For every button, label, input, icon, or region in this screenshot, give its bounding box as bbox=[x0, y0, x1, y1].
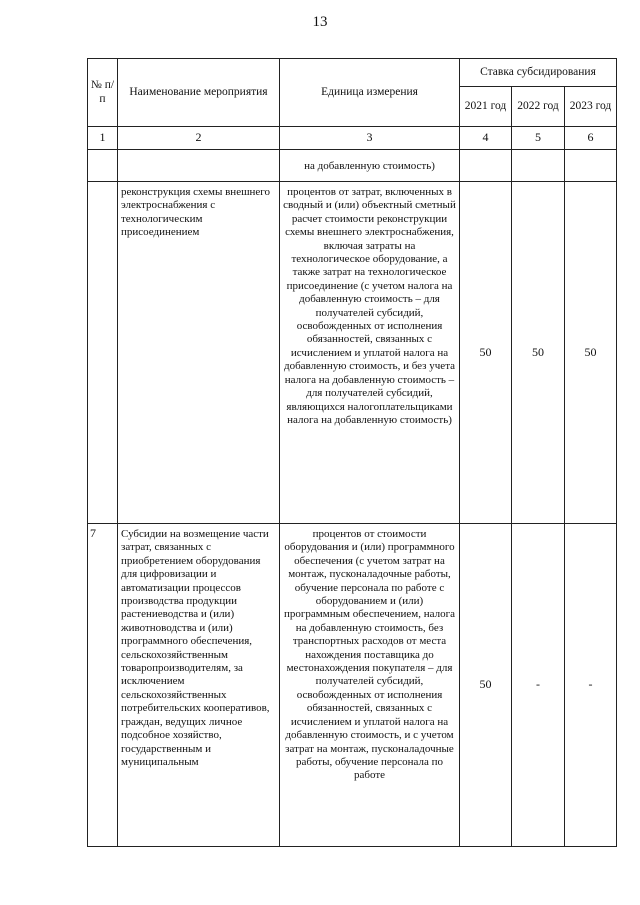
row-name: реконструкция схемы внешнего электроснабжения с технологическим присоединением bbox=[118, 182, 280, 524]
column-index: 2 bbox=[118, 127, 280, 150]
row-name: Субсидии на возмещение части затрат, связанных с приобретением оборудования для цифровизации и автоматизации процессов производства продукции растениеводства и (или) животноводства и (или) программного обеспечения, сельскохозяйственным товаропроизводителям, за исключением сельскохозяйственных потребительских кооперативов, граждан, ведущих личное подсобное хозяйство, государственным и муниципальным bbox=[118, 524, 280, 847]
column-index: 1 bbox=[88, 127, 118, 150]
table-header-row bbox=[88, 59, 617, 87]
row-value-2021: 50 bbox=[460, 524, 512, 847]
header-col-number: № п/п bbox=[88, 59, 118, 127]
header-col-unit: Единица измерения bbox=[280, 59, 460, 127]
row-unit: на добавленную стоимость) bbox=[280, 150, 460, 182]
table-row bbox=[88, 182, 617, 524]
subsidy-rates-table bbox=[87, 58, 617, 847]
column-index: 5 bbox=[512, 127, 565, 150]
row-value-2022 bbox=[512, 150, 565, 182]
row-value-2022: - bbox=[512, 524, 565, 847]
row-unit: процентов от затрат, включенных в сводный и (или) объектный сметный расчет стоимости реконструкции схемы внешнего электроснабжения, включая затраты на технологическое оборудование, а также затрат на технологическое присоединение (с учетом налога на добавленную стоимость – для получателей субсидий, освобожденных от исполнения обязанностей, связанных с исчислением и уплатой налога на добавленную стоимость, и без учета налога на добавленную стоимость – для получателей субсидий, являющихся налогоплательщиками налога на добавленную стоимость) bbox=[280, 182, 460, 524]
header-year-2022: 2022 год bbox=[512, 87, 565, 127]
column-index-row bbox=[88, 127, 617, 150]
header-col-rate: Ставка субсидирования bbox=[460, 59, 617, 87]
row-value-2023 bbox=[565, 150, 617, 182]
header-year-2021: 2021 год bbox=[460, 87, 512, 127]
row-value-2021: 50 bbox=[460, 182, 512, 524]
row-value-2023: - bbox=[565, 524, 617, 847]
row-number bbox=[88, 182, 118, 524]
column-index: 3 bbox=[280, 127, 460, 150]
page-number: 13 bbox=[312, 14, 328, 30]
header-col-name: Наименование мероприятия bbox=[118, 59, 280, 127]
row-value-2021 bbox=[460, 150, 512, 182]
table-row bbox=[88, 150, 617, 182]
row-number: 7 bbox=[88, 524, 118, 847]
column-index: 6 bbox=[565, 127, 617, 150]
row-name bbox=[118, 150, 280, 182]
row-value-2022: 50 bbox=[512, 182, 565, 524]
table-row bbox=[88, 524, 617, 847]
row-value-2023: 50 bbox=[565, 182, 617, 524]
column-index: 4 bbox=[460, 127, 512, 150]
header-year-2023: 2023 год bbox=[565, 87, 617, 127]
row-number bbox=[88, 150, 118, 182]
row-unit: процентов от стоимости оборудования и (или) программного обеспечения (с учетом затрат на монтаж, пусконаладочные работы, обучение персонала по работе с оборудованием и (или) программным обеспечением, налога на добавленную стоимость, без транспортных расходов от места нахождения поставщика до местонахождения покупателя – для получателей субсидий, освобожденных от исполнения обязанностей, связанных с исчислением и уплатой налога на добавленную стоимость, и с учетом затрат на монтаж, пусконаладочные работы, обучение персонала по работе bbox=[280, 524, 460, 847]
